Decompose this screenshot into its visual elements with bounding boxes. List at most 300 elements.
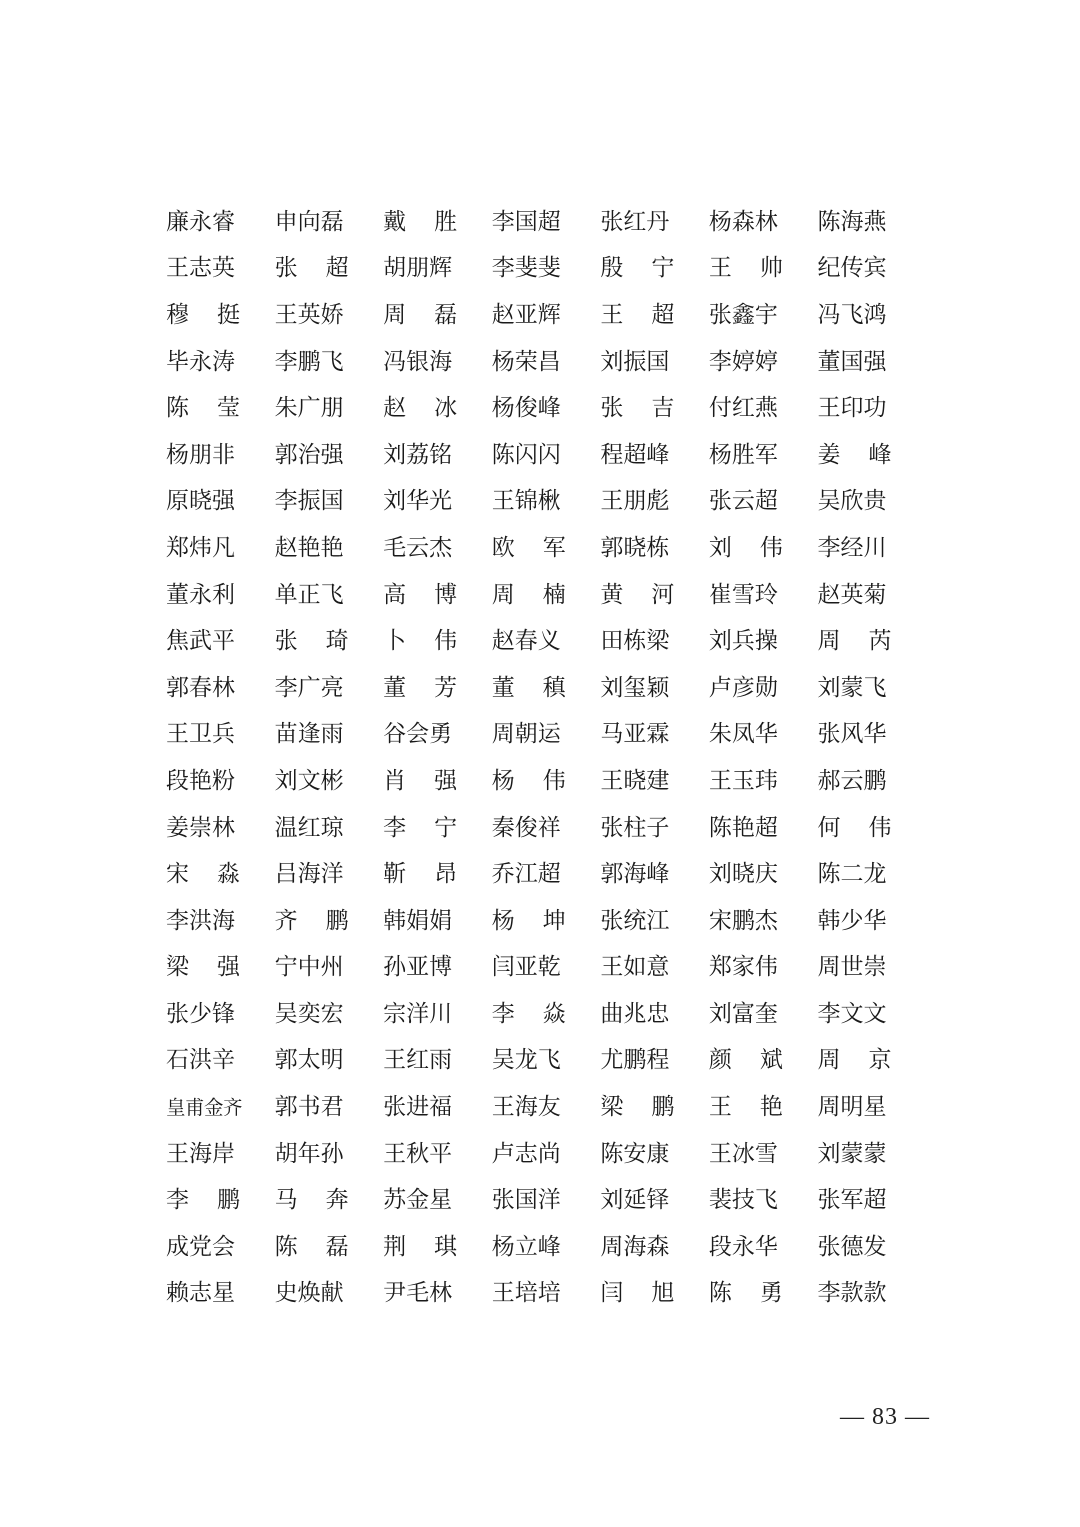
name-cell — [600, 630, 709, 653]
name-cell — [708, 1140, 818, 1167]
person-name: 张军超 — [817, 1187, 887, 1214]
name-row — [166, 1224, 926, 1271]
person-name: 裴技飞 — [708, 1187, 778, 1214]
name-cell — [166, 208, 275, 235]
person-name: 陈 莹 — [166, 395, 240, 422]
person-name: 梁 鹏 — [600, 1094, 675, 1121]
name-row — [166, 525, 926, 572]
name-cell — [166, 1000, 275, 1027]
person-name: 齐 鹏 — [274, 907, 349, 934]
name-row — [166, 1177, 926, 1224]
person-name: 杨朋非 — [166, 441, 235, 468]
person-name: 朱凤华 — [708, 721, 778, 748]
person-name: 殷 宁 — [600, 255, 675, 282]
person-name: 郑炜凡 — [166, 534, 235, 561]
person-name: 赖志星 — [166, 1280, 235, 1307]
name-cell — [166, 490, 275, 513]
person-name: 郭书君 — [274, 1094, 344, 1121]
person-name: 韩少华 — [817, 907, 887, 934]
person-name: 段永华 — [708, 1233, 778, 1260]
name-cell — [600, 581, 709, 608]
person-name: 赵春义 — [491, 628, 561, 655]
person-name: 刘蒙蒙 — [817, 1140, 887, 1167]
person-name: 田栋梁 — [600, 628, 670, 655]
person-name: 张 吉 — [600, 395, 675, 422]
person-name: 周朝运 — [491, 721, 561, 748]
person-name: 王红雨 — [383, 1047, 453, 1074]
person-name: 闫亚乾 — [491, 954, 561, 981]
name-cell — [492, 490, 601, 513]
name-cell — [600, 723, 709, 746]
name-cell — [166, 1233, 275, 1260]
name-cell — [600, 534, 709, 561]
name-cell — [275, 1282, 384, 1305]
person-name: 李 宁 — [383, 814, 458, 841]
person-name: 张统江 — [600, 907, 670, 934]
name-cell — [383, 723, 492, 746]
person-name: 卢志尚 — [491, 1140, 561, 1167]
person-name: 王锦楸 — [491, 488, 561, 515]
name-cell — [275, 1096, 384, 1119]
name-cell — [492, 397, 601, 420]
person-name: 刘文彬 — [274, 767, 344, 794]
name-cell — [817, 490, 926, 513]
person-name: 陈艳超 — [708, 814, 778, 841]
person-name: 焦武平 — [166, 628, 235, 655]
person-name: 荆 琪 — [383, 1233, 458, 1260]
name-cell — [709, 630, 818, 653]
name-cell — [817, 1096, 926, 1119]
name-cell — [383, 767, 492, 794]
name-cell — [817, 257, 926, 280]
person-name: 欧 军 — [491, 534, 566, 561]
person-name: 刘 伟 — [708, 534, 783, 561]
name-cell — [709, 1282, 818, 1305]
name-cell — [817, 907, 926, 934]
name-cell — [491, 1000, 601, 1027]
name-cell — [492, 956, 601, 979]
person-name: 姜 峰 — [817, 441, 892, 468]
person-name: 李洪海 — [166, 907, 235, 934]
person-name: 王培培 — [491, 1280, 561, 1307]
person-name: 原晓强 — [166, 488, 235, 515]
name-cell — [166, 863, 275, 886]
name-row — [166, 805, 926, 852]
person-name: 颜 斌 — [708, 1047, 783, 1074]
name-cell — [600, 1282, 709, 1305]
person-name: 刘晓庆 — [708, 861, 778, 888]
person-name: 王 艳 — [708, 1094, 783, 1121]
person-name: 宋 淼 — [166, 861, 240, 888]
name-cell — [600, 907, 709, 934]
person-name: 赵英菊 — [817, 581, 887, 608]
person-name: 董国强 — [817, 348, 887, 375]
person-name: 杨荣昌 — [491, 348, 561, 375]
person-name: 郭太明 — [274, 1047, 344, 1074]
name-cell — [817, 397, 926, 420]
person-name: 郝云鹏 — [817, 767, 887, 794]
person-name: 张 超 — [274, 255, 349, 282]
person-name: 郭治强 — [274, 441, 344, 468]
person-name: 李婷婷 — [708, 348, 778, 375]
name-cell — [708, 814, 818, 841]
name-cell — [600, 1189, 709, 1212]
name-cell — [275, 630, 384, 653]
name-cell — [491, 441, 601, 468]
person-name: 何 伟 — [817, 814, 892, 841]
name-row — [166, 758, 926, 805]
name-cell — [600, 208, 709, 235]
person-name: 陈 勇 — [708, 1280, 783, 1307]
person-name: 肖 强 — [383, 767, 458, 794]
name-cell — [166, 397, 275, 420]
name-cell — [166, 630, 275, 653]
name-cell — [709, 863, 818, 886]
name-cell — [600, 490, 709, 513]
name-cell — [492, 1189, 601, 1212]
person-name: 马 奔 — [274, 1187, 349, 1214]
person-name: 张少锋 — [166, 1000, 235, 1027]
name-cell — [600, 441, 709, 468]
name-cell — [383, 956, 492, 979]
person-name: 王晓建 — [600, 767, 670, 794]
person-name: 张风华 — [817, 721, 887, 748]
person-name: 冯银海 — [383, 348, 453, 375]
person-name: 史焕献 — [274, 1280, 344, 1307]
name-cell — [383, 208, 492, 235]
person-name: 胡朋辉 — [383, 255, 453, 282]
person-name: 苗逢雨 — [274, 721, 344, 748]
person-name: 王 超 — [600, 301, 675, 328]
person-name: 曲兆忠 — [600, 1000, 670, 1027]
name-cell — [817, 208, 926, 235]
name-cell — [600, 397, 709, 420]
name-cell — [275, 956, 384, 979]
person-name: 谷会勇 — [383, 721, 453, 748]
name-row — [166, 1271, 926, 1318]
name-cell — [817, 348, 926, 375]
name-cell — [491, 907, 601, 934]
name-row — [166, 432, 926, 479]
name-cell — [600, 1140, 709, 1167]
person-name: 王英娇 — [274, 301, 344, 328]
person-name: 石洪辛 — [166, 1047, 235, 1074]
name-cell — [817, 767, 926, 794]
person-name: 廉永睿 — [166, 208, 235, 235]
name-row — [166, 199, 926, 246]
person-name: 刘富奎 — [708, 1000, 778, 1027]
name-cell — [708, 1000, 818, 1027]
person-name: 李文文 — [817, 1000, 887, 1027]
person-name: 王海友 — [491, 1094, 561, 1121]
page-number: — 83 — — [840, 1404, 930, 1430]
name-cell — [275, 490, 384, 513]
name-cell — [166, 257, 275, 280]
person-name: 陈二龙 — [817, 861, 887, 888]
person-name: 宗洋川 — [383, 1000, 453, 1027]
person-name: 王志英 — [166, 255, 235, 282]
name-cell — [274, 581, 384, 608]
name-cell — [492, 723, 601, 746]
person-name: 周世崇 — [817, 954, 887, 981]
name-cell — [491, 814, 601, 841]
person-name: 毕永涛 — [166, 348, 235, 375]
person-name: 付红燕 — [708, 395, 778, 422]
person-name: 杨 伟 — [491, 767, 566, 794]
name-cell — [492, 863, 601, 886]
person-name: 王印功 — [817, 395, 887, 422]
person-name: 周 芮 — [817, 628, 892, 655]
name-cell — [383, 630, 492, 653]
person-name: 王卫兵 — [166, 721, 235, 748]
name-row — [166, 1131, 926, 1178]
person-name: 纪传宾 — [817, 255, 887, 282]
name-cell — [709, 257, 818, 280]
name-row — [166, 1038, 926, 1085]
person-name: 李国超 — [491, 208, 561, 235]
person-name: 张红丹 — [600, 208, 670, 235]
person-name: 郭晓栋 — [600, 534, 670, 561]
person-name: 戴 胜 — [383, 208, 458, 235]
name-cell — [274, 534, 384, 561]
name-row — [166, 246, 926, 293]
person-name: 杨立峰 — [491, 1233, 561, 1260]
person-name: 王如意 — [600, 954, 670, 981]
name-cell — [817, 723, 926, 746]
name-cell — [383, 441, 492, 468]
person-name: 赵亚辉 — [491, 301, 561, 328]
name-cell — [274, 907, 384, 934]
person-name: 李 焱 — [491, 1000, 566, 1027]
name-cell — [383, 814, 492, 841]
person-name: 杨俊峰 — [491, 395, 561, 422]
person-name: 周海森 — [600, 1233, 670, 1260]
person-name: 刘玺颖 — [600, 674, 670, 701]
name-cell — [708, 674, 818, 701]
person-name: 吴奕宏 — [274, 1000, 344, 1027]
name-cell — [491, 767, 601, 794]
name-cell — [166, 581, 275, 608]
person-name: 苏金星 — [383, 1187, 453, 1214]
name-cell — [275, 397, 384, 420]
name-cell — [817, 581, 926, 608]
person-name: 赵 冰 — [383, 395, 458, 422]
person-name: 王 帅 — [708, 255, 783, 282]
name-cell — [166, 1095, 275, 1119]
person-name: 黄 河 — [600, 581, 675, 608]
name-row — [166, 945, 926, 992]
person-name: 董 稹 — [491, 674, 566, 701]
name-cell — [708, 581, 818, 608]
person-name: 周明星 — [817, 1094, 887, 1121]
name-cell — [491, 208, 601, 235]
person-name: 马亚霖 — [600, 721, 670, 748]
person-name: 宁中州 — [274, 954, 344, 981]
name-cell — [817, 1282, 926, 1305]
name-cell — [817, 814, 926, 841]
person-name: 周 楠 — [491, 581, 566, 608]
person-name: 杨 坤 — [491, 907, 566, 934]
name-cell — [274, 208, 384, 235]
name-cell — [491, 534, 601, 561]
person-name: 尹毛林 — [383, 1280, 453, 1307]
person-name: 段艳粉 — [166, 767, 235, 794]
name-cell — [383, 1282, 492, 1305]
name-row — [166, 1084, 926, 1131]
name-cell — [166, 907, 275, 934]
name-cell — [817, 956, 926, 979]
person-name: 张云超 — [708, 488, 778, 515]
name-cell — [166, 1282, 275, 1305]
person-name: 杨森林 — [708, 208, 778, 235]
name-cell — [708, 907, 818, 934]
name-cell — [166, 1140, 275, 1167]
name-cell — [709, 1096, 818, 1119]
person-name: 冯飞鸿 — [817, 301, 887, 328]
names-list — [166, 199, 926, 1317]
name-cell — [166, 301, 275, 328]
name-row — [166, 339, 926, 386]
person-name: 王冰雪 — [708, 1140, 778, 1167]
person-name: 郭春林 — [166, 674, 235, 701]
person-name: 温红琼 — [274, 814, 344, 841]
name-cell — [274, 348, 384, 375]
name-cell — [709, 1189, 818, 1212]
name-cell — [491, 581, 601, 608]
person-name: 吴欣贵 — [817, 488, 887, 515]
name-cell — [492, 630, 601, 653]
person-name: 陈闪闪 — [491, 441, 561, 468]
name-cell — [600, 767, 709, 794]
name-cell — [708, 348, 818, 375]
name-cell — [491, 1233, 601, 1260]
name-cell — [817, 1000, 926, 1027]
name-cell — [708, 441, 818, 468]
person-name: 成党会 — [166, 1233, 235, 1260]
name-cell — [709, 397, 818, 420]
person-name: 王海岸 — [166, 1140, 235, 1167]
person-name: 张国洋 — [491, 1187, 561, 1214]
name-cell — [166, 814, 275, 841]
name-cell — [600, 1233, 709, 1260]
person-name: 周 京 — [817, 1047, 892, 1074]
person-name: 崔雪玲 — [708, 581, 778, 608]
name-row — [166, 665, 926, 712]
name-cell — [275, 723, 384, 746]
person-name: 刘华光 — [383, 488, 453, 515]
person-name: 赵艳艳 — [274, 534, 344, 561]
name-cell — [383, 257, 492, 280]
name-cell — [274, 1233, 384, 1260]
name-cell — [383, 907, 492, 934]
name-cell — [274, 814, 384, 841]
name-cell — [383, 534, 492, 561]
name-cell — [491, 348, 601, 375]
person-name: 单正飞 — [274, 581, 344, 608]
name-cell — [600, 863, 709, 886]
person-name: 陈 磊 — [274, 1233, 349, 1260]
person-name: 张鑫宇 — [708, 301, 778, 328]
person-name: 秦俊祥 — [491, 814, 561, 841]
name-cell — [708, 301, 818, 328]
person-name: 朱广朋 — [274, 395, 344, 422]
name-cell — [275, 1189, 384, 1212]
person-name: 张进福 — [383, 1094, 453, 1121]
person-name: 韩娟娟 — [383, 907, 453, 934]
name-row — [166, 618, 926, 665]
person-name: 高 博 — [383, 581, 458, 608]
name-cell — [708, 767, 818, 794]
person-name: 闫 旭 — [600, 1280, 675, 1307]
person-name: 刘荔铭 — [383, 441, 453, 468]
person-name: 董 芳 — [383, 674, 458, 701]
person-name: 毛云杰 — [383, 534, 453, 561]
name-cell — [600, 1000, 709, 1027]
person-name: 吕海洋 — [274, 861, 344, 888]
person-name: 李鹏飞 — [274, 348, 344, 375]
person-name: 程超峰 — [600, 441, 670, 468]
name-cell — [600, 1096, 709, 1119]
name-cell — [492, 1282, 601, 1305]
name-cell — [708, 208, 818, 235]
name-cell — [817, 1233, 926, 1260]
name-cell — [492, 1096, 601, 1119]
name-cell — [383, 348, 492, 375]
person-name: 皇甫金齐 — [166, 1095, 243, 1119]
name-cell — [383, 397, 492, 420]
name-cell — [166, 956, 275, 979]
name-cell — [166, 348, 275, 375]
name-cell — [166, 674, 275, 701]
name-cell — [383, 1233, 492, 1260]
name-cell — [274, 767, 384, 794]
name-cell — [275, 1049, 384, 1072]
name-cell — [600, 1049, 709, 1072]
name-cell — [817, 630, 926, 653]
name-cell — [817, 301, 926, 328]
name-cell — [274, 1140, 384, 1167]
person-name: 王玉玮 — [708, 767, 778, 794]
name-cell — [492, 1049, 601, 1072]
name-cell — [492, 257, 601, 280]
person-name: 李款款 — [817, 1280, 887, 1307]
person-name: 穆 挺 — [166, 301, 240, 328]
person-name: 尤鹏程 — [600, 1047, 670, 1074]
name-cell — [817, 534, 926, 561]
name-cell — [817, 1140, 926, 1167]
person-name: 李斐斐 — [491, 255, 561, 282]
name-cell — [274, 1000, 384, 1027]
name-cell — [600, 814, 709, 841]
person-name: 张德发 — [817, 1233, 887, 1260]
name-row — [166, 572, 926, 619]
name-cell — [600, 257, 709, 280]
name-row — [166, 292, 926, 339]
person-name: 刘蒙飞 — [817, 674, 887, 701]
person-name: 孙亚博 — [383, 954, 453, 981]
person-name: 郑家伟 — [708, 954, 778, 981]
name-cell — [274, 441, 384, 468]
name-cell — [709, 490, 818, 513]
person-name: 陈海燕 — [817, 208, 887, 235]
name-cell — [166, 723, 275, 746]
person-name: 刘延铎 — [600, 1187, 670, 1214]
name-cell — [817, 441, 926, 468]
name-cell — [383, 674, 492, 701]
person-name: 梁 强 — [166, 954, 240, 981]
person-name: 李广亮 — [274, 674, 344, 701]
person-name: 周 磊 — [383, 301, 458, 328]
